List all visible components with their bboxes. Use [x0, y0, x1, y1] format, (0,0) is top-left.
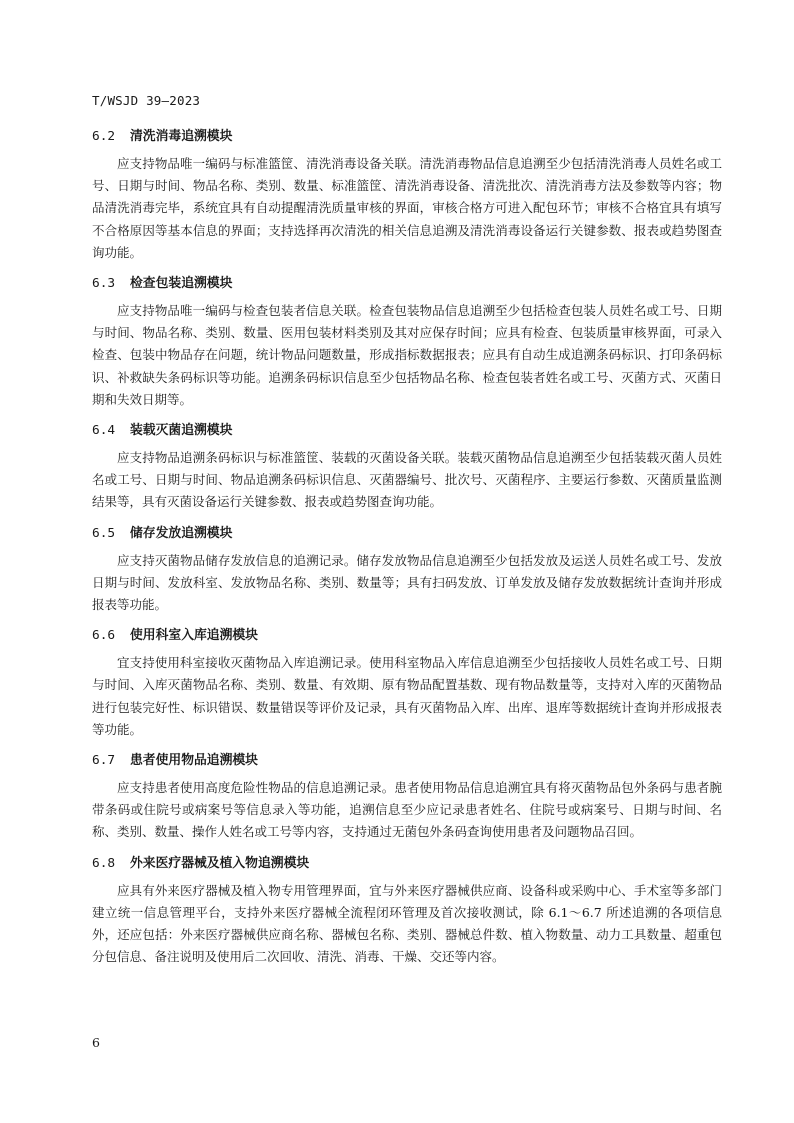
section-heading	[92, 421, 722, 441]
section-title: 清洗消毒追溯模块	[130, 129, 233, 144]
section-number: 6.8	[92, 855, 116, 871]
section-heading	[92, 854, 722, 874]
section-6-7	[92, 751, 722, 844]
document-body	[92, 127, 722, 978]
section-number: 6.5	[92, 525, 116, 541]
section-number: 6.3	[92, 276, 116, 292]
section-paragraph: 宜支持使用科室接收灭菌物品入库追溯记录。使用科室物品入库信息追溯至少包括接收人员姓名或工号、日期与时间、入库灭菌物品名称、类别、数量、有效期、原有物品配置基数、现有物品数量等，支持对入库的灭菌物品进行包装完好性、标识错误、数量错误等评价及记录，具有灭菌物品入库、出库、退库等数据统计查询并形成报表等功能。	[92, 655, 722, 737]
section-paragraph: 应支持患者使用高度危险性物品的信息追溯记录。患者使用物品信息追溯宜具有将灭菌物品包外条码与患者腕带条码或住院号或病案号等信息录入等功能，追溯信息至少应记录患者姓名、住院号或病案号、日期与时间、名称、类别、数量、操作人姓名或工号等内容，支持通过无菌包外条码查询使用患者及问题物品召回。	[92, 780, 722, 840]
section-heading	[92, 274, 722, 294]
section-number: 6.6	[92, 628, 116, 644]
section-title: 装载灭菌追溯模块	[130, 423, 233, 439]
section-6-3	[92, 274, 722, 411]
section-heading	[92, 127, 722, 147]
standard-code: T/WSJD 39—2023	[92, 93, 201, 108]
section-6-5	[92, 524, 722, 617]
section-title: 患者使用物品追溯模块	[130, 753, 258, 769]
section-title: 检查包装追溯模块	[130, 276, 233, 292]
section-number: 6.2	[92, 129, 116, 144]
section-number: 6.4	[92, 423, 116, 439]
section-title: 外来医疗器械及植入物追溯模块	[130, 855, 310, 871]
section-number: 6.7	[92, 753, 116, 769]
section-heading	[92, 626, 722, 646]
section-paragraph: 应支持灭菌物品储存发放信息的追溯记录。储存发放物品信息追溯至少包括发放及运送人员姓名或工号、发放日期与时间、发放科室、发放物品名称、类别、数量等；具有扫码发放、订单发放及储存发放数据统计查询并形成报表等功能。	[92, 552, 722, 613]
section-heading	[92, 524, 722, 544]
section-heading	[92, 751, 722, 771]
section-title: 储存发放追溯模块	[130, 525, 233, 541]
section-paragraph: 应支持物品唯一编码与标准篮筐、清洗消毒设备关联。清洗消毒物品信息追溯至少包括清洗消毒人员姓名或工号、日期与时间、物品名称、类别、数量、标准篮筐、清洗消毒设备、清洗批次、清洗消毒方法及参数等内容；物品清洗消毒完毕，系统宜具有自动提醒清洗质量审核的界面，审核合格方可进入配包环节；审核不合格宜具有填写不合格原因等基本信息的界面；支持选择再次清洗的相关信息追溯及清洗消毒设备运行关键参数、报表或趋势图查询功能。	[92, 156, 722, 260]
section-paragraph: 应支持物品唯一编码与检查包装者信息关联。检查包装物品信息追溯至少包括检查包装人员姓名或工号、日期与时间、物品名称、类别、数量、医用包装材料类别及其对应保存时间；应具有检查、包装质量审核界面，可录入检查、包装中物品存在问题，统计物品问题数量，形成指标数据报表；应具有自动生成追溯条码标识、打印条码标识、补救缺失条码标识等功能。追溯条码标识信息至少包括物品名称、检查包装者姓名或工号、灭菌方式、灭菌日期和失效日期等。	[92, 303, 722, 407]
section-title: 使用科室入库追溯模块	[130, 628, 258, 644]
section-6-2	[92, 127, 722, 264]
section-paragraph: 应具有外来医疗器械及植入物专用管理界面，宜与外来医疗器械供应商、设备科或采购中心、手术室等多部门建立统一信息管理平台，支持外来医疗器械全流程闭环管理及首次接收测试，除 6.1～6.7 所述追溯的各项信息外，还应包括：外来医疗器械供应商名称、器械包名称、类别、器械总件数、植入物数量、动力工具数量、超重包分包信息、备注说明及使用后二次回收、清洗、消毒、干燥、交还等内容。	[92, 882, 722, 965]
section-6-4	[92, 421, 722, 514]
section-paragraph: 应支持物品追溯条码标识与标准篮筐、装载的灭菌设备关联。装载灭菌物品信息追溯至少包括装载灭菌人员姓名或工号、日期与时间、物品追溯条码标识信息、灭菌器编号、批次号、灭菌程序、主要运行参数、灭菌质量监测结果等，具有灭菌设备运行关键参数、报表或趋势图查询功能。	[92, 450, 722, 510]
section-6-6	[92, 626, 722, 741]
section-6-8	[92, 854, 722, 969]
page-number: 6	[92, 1035, 100, 1050]
